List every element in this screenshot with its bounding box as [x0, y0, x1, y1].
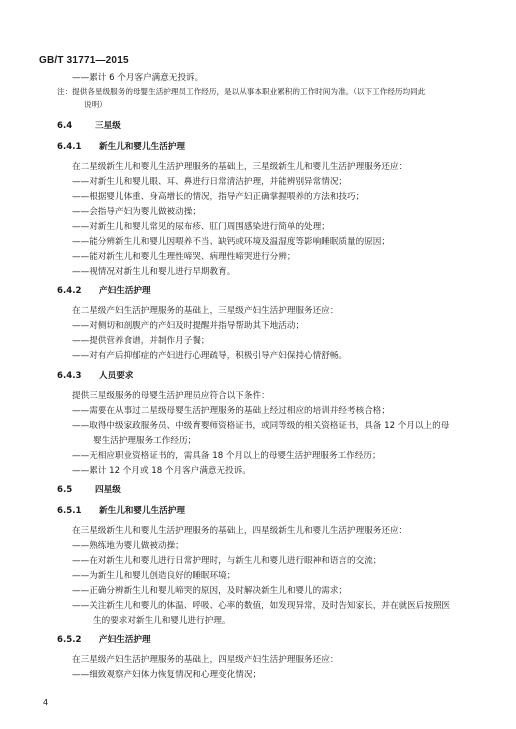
standard-code: GB/T 31771—2015 — [39, 55, 129, 66]
section-number: 6.4.2 — [57, 286, 82, 296]
section-number: 6.5.1 — [57, 506, 82, 516]
text-line: 在二星级产妇生活护理服务的基础上，三星级产妇生活护理服务还应： — [72, 306, 339, 316]
section-number: 6.4 — [57, 121, 73, 131]
list-item: ——取得中级家政服务员、中级育婴师资格证书，或同等级的相关资格证书，具备 12 个月以上的母 — [72, 421, 450, 431]
page-number: 4 — [43, 698, 49, 707]
section-title: 三星级 — [95, 121, 121, 131]
list-item: ——视情况对新生儿和婴儿进行早期教育。 — [72, 267, 236, 277]
list-item: ——在对新生儿和婴儿进行日常护理时，与新生儿和婴儿进行眼神和语言的交流； — [72, 556, 382, 566]
section-heading — [57, 121, 121, 131]
subsection-heading — [57, 286, 151, 296]
list-item-continuation: 婴生活护理服务工作经历； — [93, 436, 197, 446]
text-line: 在三星级产妇生活护理服务的基础上，四星级产妇生活护理服务还应： — [72, 655, 339, 665]
text-line: 在三星级新生儿和婴儿生活护理服务的基础上，四星级新生儿和婴儿生活护理服务还应： — [72, 526, 408, 536]
subsection-heading — [57, 371, 133, 381]
section-number: 6.4.3 — [57, 371, 82, 381]
note-line: 说明） — [84, 100, 107, 109]
list-item: ——能分辨新生儿和婴儿因喂养不当、缺钙或环境及温湿度等影响睡眠质量的原因； — [72, 237, 390, 247]
section-heading — [57, 485, 121, 495]
subsection-heading — [57, 506, 185, 516]
list-item: ——对侧切和剖腹产的产妇及时提醒并指导帮助其下地活动； — [72, 321, 305, 331]
list-item: ——无相应职业资格证书的，需具备 18 个月以上的母婴生活护理服务工作经历； — [72, 451, 381, 461]
section-title: 产妇生活护理 — [99, 635, 151, 645]
list-item: ——对新生儿和婴儿常见的尿布疹、肛门周围感染进行简单的处理； — [72, 222, 330, 232]
section-title: 四星级 — [95, 485, 121, 495]
section-title: 产妇生活护理 — [99, 286, 151, 296]
text-line: 在二星级新生儿和婴儿生活护理服务的基础上，三星级新生儿和婴儿生活护理服务还应： — [72, 162, 408, 172]
list-item: ——关注新生儿和婴儿的体温、呼吸、心率的数值，如发现异常，及时告知家长，并在就医后按照医 — [72, 601, 451, 611]
section-title: 人员要求 — [99, 371, 134, 381]
list-item: ——对有产后抑郁症的产妇进行心理疏导，积极引导产妇保持心情舒畅。 — [72, 351, 348, 361]
list-item: ——提供营养食谱，并制作月子餐； — [72, 336, 210, 346]
subsection-heading — [57, 142, 185, 152]
list-item: ——会指导产妇为婴儿做被动操； — [72, 207, 201, 217]
section-title: 新生儿和婴儿生活护理 — [99, 142, 185, 152]
list-item: ——对新生儿和婴儿眼、耳、鼻进行日常清洁护理，并能辨别异常情况； — [72, 177, 348, 187]
section-number: 6.5.2 — [57, 635, 82, 645]
list-item: ——为新生儿和婴儿创造良好的睡眠环境； — [72, 571, 236, 581]
list-item: ——能对新生儿和婴儿生理性啼哭、病理性啼哭进行分辨； — [72, 252, 296, 262]
list-item: ——需要在从事过二星级母婴生活护理服务的基础上经过相应的培训并经考核合格； — [72, 406, 390, 416]
list-item: ——细致观察产妇体力恢复情况和心理变化情况； — [72, 670, 262, 680]
section-title: 新生儿和婴儿生活护理 — [99, 506, 185, 516]
list-item-continuation: 生的要求对新生儿和婴儿进行护理。 — [93, 616, 231, 626]
subsection-heading — [57, 635, 151, 645]
text-line: 提供三星级服务的母婴生活护理员应符合以下条件： — [72, 391, 270, 401]
section-number: 6.5 — [57, 485, 73, 495]
list-item: ——熟练地为婴儿做被动操； — [72, 541, 184, 551]
list-item: ——累计 12 个月或 18 个月客户满意无投诉。 — [72, 466, 251, 476]
note-line: 注：提供各星级服务的母婴生活护理员工作经历，是以从事本职业累积的工作时间为准。（以下工作经历均同此 — [57, 87, 426, 96]
list-item: ——正确分辨新生儿和婴儿啼哭的原因，及时解决新生儿和婴儿的需求； — [72, 586, 348, 596]
text-line: ——累计 6 个月客户满意无投诉。 — [72, 73, 204, 83]
list-item: ——根据婴儿体重、身高增长的情况，指导产妇正确掌握喂养的方法和技巧； — [72, 192, 365, 202]
section-number: 6.4.1 — [57, 142, 82, 152]
